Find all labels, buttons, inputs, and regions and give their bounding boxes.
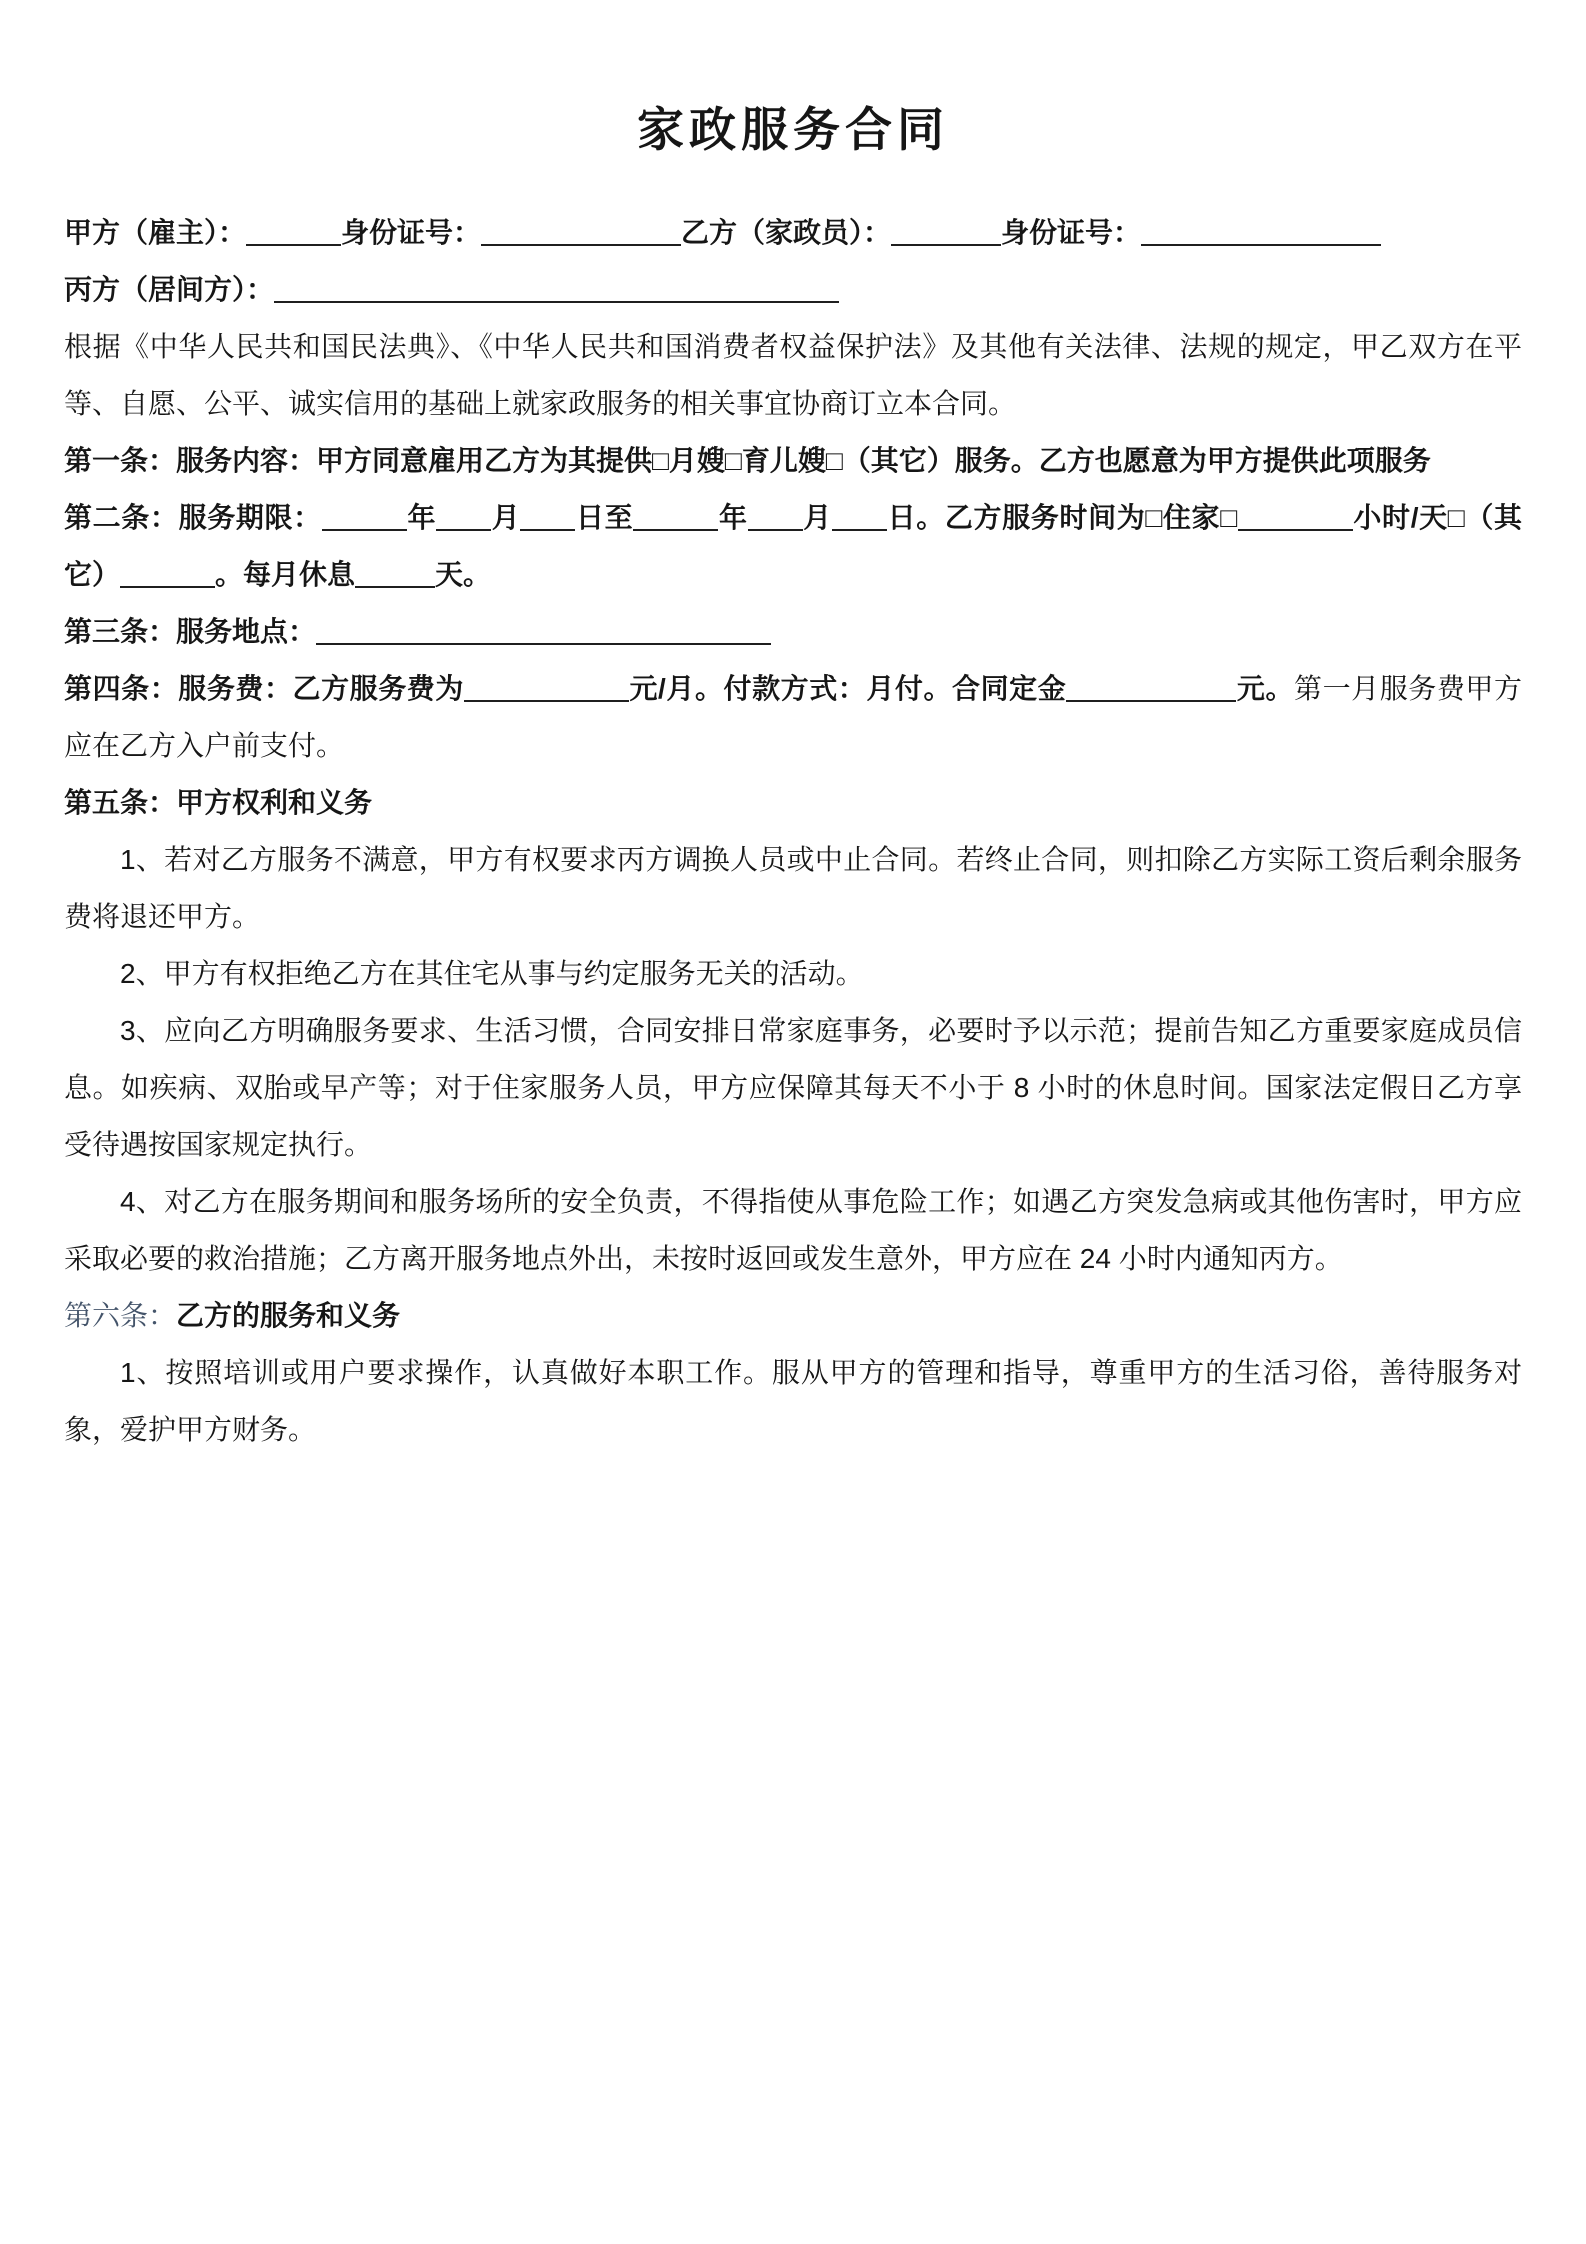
end-day-blank <box>832 503 887 531</box>
clause-2-service-term <box>64 489 1522 603</box>
clause-5-item-3 <box>64 1002 1522 1173</box>
deposit-blank <box>1066 674 1236 702</box>
monthly-fee-blank <box>464 674 629 702</box>
party-line-1 <box>64 204 1522 261</box>
clause-1-label: 第一条：服务内容： <box>64 445 317 476</box>
clause-6-heading <box>64 1287 1522 1344</box>
clause-5-item-1-text: 1、若对乙方服务不满意，甲方有权要求丙方调换人员或中止合同。若终止合同，则扣除乙方实际工资后剩余服务费将退还甲方。 <box>64 844 1522 932</box>
clause-1-text: 甲方同意雇用乙方为其提供□月嫂□育儿嫂□（其它）服务。乙方也愿意为甲方提供此项服务 <box>316 445 1431 476</box>
document-title: 家政服务合同 <box>637 103 949 156</box>
clause-5-item-4 <box>64 1173 1522 1287</box>
clause-1-service-content <box>64 432 1522 489</box>
end-month-blank <box>748 503 803 531</box>
clause-4-service-fee <box>64 660 1522 774</box>
clause-3-service-location <box>64 603 1522 660</box>
party-b-id-blank <box>1141 218 1381 246</box>
clause-6-title: 乙方的服务和义务 <box>176 1300 401 1331</box>
document-body <box>64 204 1522 1458</box>
clause-4-label: 第四条：服务费： <box>64 673 293 704</box>
start-year-label: 年 <box>406 502 437 533</box>
clause-5-item-1 <box>64 831 1522 945</box>
fee-intro-text: 乙方服务费为 <box>292 673 464 704</box>
clause-5-item-4-text: 4、对乙方在服务期间和服务场所的安全负责，不得指使从事危险工作；如遇乙方突发急病或其他伤害时，甲方应采取必要的救治措施；乙方离开服务地点外出，未按时返回或发生意外，甲方应在 24 小时内通知丙方。 <box>64 1186 1522 1274</box>
rest-days-unit: 天。 <box>435 559 492 590</box>
clause-2-label: 第二条：服务期限： <box>64 502 322 533</box>
clause-6-item-1 <box>64 1344 1522 1458</box>
preamble <box>64 318 1522 432</box>
start-month-label: 月 <box>491 502 521 533</box>
payment-method-text: 元/月。付款方式：月付。合同定金 <box>628 673 1067 704</box>
start-day-blank <box>520 503 575 531</box>
other-arrangement-blank <box>120 560 215 588</box>
preamble-text: 根据《中华人民共和国民法典》、《中华人民共和国消费者权益保护法》及其他有关法律、法规的规定，甲乙双方在平等、自愿、公平、诚实信用的基础上就家政服务的相关事宜协商订立本合同。 <box>64 331 1522 419</box>
rest-days-label: 。每月休息 <box>215 559 356 590</box>
clause-6-label: 第六条： <box>64 1300 177 1331</box>
party-line-2 <box>64 261 1522 318</box>
clause-5-heading <box>64 774 1522 831</box>
clause-5-item-2 <box>64 945 1522 1002</box>
deposit-unit-text: 元。 <box>1236 673 1295 704</box>
party-b-id-label: 身份证号： <box>1001 217 1142 248</box>
service-time-text: 日。乙方服务时间为□住家□ <box>886 502 1238 533</box>
hours-unit-text: 小时/天□（其它） <box>64 502 1522 590</box>
party-b-name-blank <box>891 218 1001 246</box>
hours-per-day-blank <box>1238 503 1353 531</box>
term-to-label: 日至 <box>575 502 634 533</box>
end-month-label: 月 <box>802 502 832 533</box>
party-a-id-label: 身份证号： <box>341 217 482 248</box>
clause-5-label: 第五条：甲方权利和义务 <box>64 787 373 818</box>
party-a-label: 甲方（雇主）： <box>64 217 247 248</box>
first-month-payment-text: 第一月服务费甲方应在乙方入户前支付。 <box>64 673 1522 761</box>
clause-6-item-1-text: 1、按照培训或用户要求操作，认真做好本职工作。服从甲方的管理和指导，尊重甲方的生活习俗，善待服务对象，爱护甲方财务。 <box>64 1357 1522 1445</box>
party-b-label: 乙方（家政员）： <box>681 217 892 248</box>
clause-5-item-3-text: 3、应向乙方明确服务要求、生活习惯，合同安排日常家庭事务，必要时予以示范；提前告知乙方重要家庭成员信息。如疾病、双胎或早产等；对于住家服务人员，甲方应保障其每天不小于 8 小时的休息时间。国家法定假日乙方享受待遇按国家规定执行。 <box>64 1015 1522 1160</box>
party-c-label: 丙方（居间方）： <box>64 274 275 305</box>
clause-3-label: 第三条：服务地点： <box>64 616 317 647</box>
clause-5-item-2-text: 2、甲方有权拒绝乙方在其住宅从事与约定服务无关的活动。 <box>120 958 864 989</box>
start-month-blank <box>436 503 491 531</box>
party-a-name-blank <box>246 218 341 246</box>
rest-days-blank <box>355 560 435 588</box>
end-year-label: 年 <box>718 502 748 533</box>
end-year-blank <box>633 503 718 531</box>
party-a-id-blank <box>481 218 681 246</box>
service-address-blank <box>316 617 771 645</box>
start-year-blank <box>322 503 407 531</box>
party-c-name-blank <box>274 275 839 303</box>
